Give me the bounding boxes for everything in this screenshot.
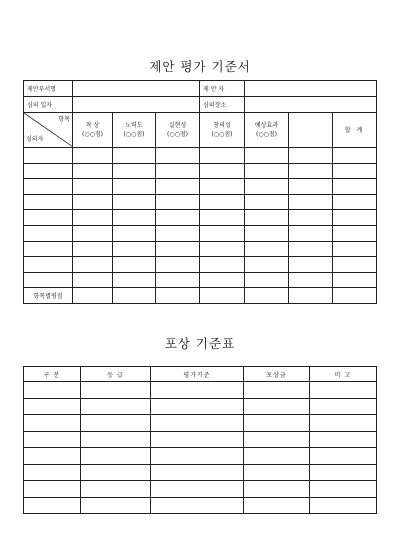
table-cell[interactable] <box>24 179 73 195</box>
table-row <box>24 148 377 164</box>
table-row <box>24 194 377 210</box>
table-cell[interactable] <box>244 398 310 415</box>
criterion-header: 창의성 (○○점) <box>200 113 245 148</box>
table-cell[interactable] <box>113 179 156 195</box>
table-cell[interactable] <box>24 464 81 481</box>
table-cell[interactable] <box>73 225 113 241</box>
table-row <box>24 241 377 257</box>
table-cell[interactable] <box>151 481 244 498</box>
table-cell[interactable] <box>333 210 377 226</box>
table-row <box>24 257 377 273</box>
table-cell[interactable] <box>310 398 377 415</box>
table-row <box>24 448 377 465</box>
table-cell[interactable] <box>113 288 156 304</box>
table-cell[interactable] <box>310 464 377 481</box>
table-cell[interactable] <box>24 148 73 164</box>
table-cell[interactable] <box>156 225 200 241</box>
table-cell[interactable] <box>81 398 151 415</box>
table-cell[interactable] <box>200 288 245 304</box>
header-grade: 등 급 <box>81 367 151 382</box>
table-cell[interactable] <box>24 241 73 257</box>
table-cell[interactable] <box>113 225 156 241</box>
table-cell[interactable] <box>289 241 333 257</box>
table-cell[interactable] <box>244 431 310 448</box>
table-cell[interactable] <box>24 497 81 514</box>
table-cell[interactable] <box>245 163 289 179</box>
table-cell[interactable] <box>244 497 310 514</box>
proposer-value[interactable] <box>245 81 377 97</box>
table-cell[interactable] <box>244 448 310 465</box>
table-cell[interactable] <box>113 210 156 226</box>
evaluation-table <box>23 80 377 304</box>
table-cell[interactable] <box>245 288 289 304</box>
header-criteria: 평가기준 <box>151 367 244 382</box>
diagonal-header-cell <box>24 113 73 148</box>
table-cell[interactable] <box>24 163 73 179</box>
table-row <box>24 415 377 432</box>
table-cell[interactable] <box>156 194 200 210</box>
blank-header <box>289 113 333 148</box>
table-cell[interactable] <box>333 257 377 273</box>
table-row <box>24 272 377 288</box>
table-cell[interactable] <box>156 257 200 273</box>
table-cell[interactable] <box>81 497 151 514</box>
table-cell[interactable] <box>81 431 151 448</box>
table-cell[interactable] <box>24 257 73 273</box>
table-cell[interactable] <box>151 382 244 399</box>
table-cell[interactable] <box>24 481 81 498</box>
table-cell[interactable] <box>113 194 156 210</box>
table-cell[interactable] <box>81 448 151 465</box>
table-cell[interactable] <box>156 179 200 195</box>
table-cell[interactable] <box>151 464 244 481</box>
table-cell[interactable] <box>333 241 377 257</box>
table-cell[interactable] <box>156 148 200 164</box>
dept-name-value[interactable] <box>73 81 200 97</box>
table-cell[interactable] <box>156 272 200 288</box>
table-cell[interactable] <box>245 148 289 164</box>
header-category: 구 분 <box>24 367 81 382</box>
criterion-header: 노력도 (○○점) <box>113 113 156 148</box>
table-cell[interactable] <box>156 288 200 304</box>
table-cell[interactable] <box>310 431 377 448</box>
table-cell[interactable] <box>333 288 377 304</box>
table-cell[interactable] <box>245 179 289 195</box>
total-header: 합 계 <box>333 113 377 148</box>
table-cell[interactable] <box>24 210 73 226</box>
review-date-value[interactable] <box>73 97 200 113</box>
table-cell[interactable] <box>24 398 81 415</box>
table-cell[interactable] <box>73 272 113 288</box>
table-cell[interactable] <box>244 481 310 498</box>
table-cell[interactable] <box>200 148 245 164</box>
table-cell[interactable] <box>24 225 73 241</box>
table-cell[interactable] <box>244 464 310 481</box>
table-cell[interactable] <box>151 398 244 415</box>
table-cell[interactable] <box>200 163 245 179</box>
criterion-header: 착 상 (○○점) <box>73 113 113 148</box>
table-cell[interactable] <box>244 382 310 399</box>
table-cell[interactable] <box>333 179 377 195</box>
table-cell[interactable] <box>73 288 113 304</box>
table-row <box>24 398 377 415</box>
table-cell[interactable] <box>113 272 156 288</box>
table-cell[interactable] <box>289 163 333 179</box>
header-remarks: 비 고 <box>310 367 377 382</box>
item-score-label: 항목별평점 <box>24 288 73 304</box>
table-cell[interactable] <box>200 210 245 226</box>
table-cell[interactable] <box>333 163 377 179</box>
table-row <box>24 225 377 241</box>
table-cell[interactable] <box>151 415 244 432</box>
table-cell[interactable] <box>81 415 151 432</box>
table-cell[interactable] <box>289 257 333 273</box>
table-cell[interactable] <box>333 225 377 241</box>
table-cell[interactable] <box>156 210 200 226</box>
table-cell[interactable] <box>113 241 156 257</box>
table-cell[interactable] <box>289 210 333 226</box>
table-row <box>24 464 377 481</box>
table-row <box>24 179 377 195</box>
table-row <box>24 431 377 448</box>
table-cell[interactable] <box>24 415 81 432</box>
review-place-label: 심의장소 <box>200 97 245 113</box>
table-cell[interactable] <box>200 272 245 288</box>
table-row <box>24 163 377 179</box>
table-cell[interactable] <box>73 241 113 257</box>
table-cell[interactable] <box>200 225 245 241</box>
table-cell[interactable] <box>81 464 151 481</box>
table-cell[interactable] <box>200 257 245 273</box>
table-cell[interactable] <box>310 382 377 399</box>
table-cell[interactable] <box>289 148 333 164</box>
table-cell[interactable] <box>200 194 245 210</box>
table-cell[interactable] <box>151 431 244 448</box>
table-cell[interactable] <box>24 382 81 399</box>
table-cell[interactable] <box>81 481 151 498</box>
table-cell[interactable] <box>200 241 245 257</box>
criterion-header: 실현성 (○○점) <box>156 113 200 148</box>
table-cell[interactable] <box>73 194 113 210</box>
table-cell[interactable] <box>73 163 113 179</box>
table-cell[interactable] <box>24 431 81 448</box>
table-cell[interactable] <box>113 163 156 179</box>
table-cell[interactable] <box>245 257 289 273</box>
table-cell[interactable] <box>73 148 113 164</box>
table-cell[interactable] <box>151 448 244 465</box>
dept-name-label: 제안부서명 <box>24 81 73 97</box>
table-cell[interactable] <box>333 148 377 164</box>
table-cell[interactable] <box>156 241 200 257</box>
table-cell[interactable] <box>24 272 73 288</box>
proposer-label: 제 안 자 <box>200 81 245 97</box>
award-title: 포상 기준표 <box>164 336 236 351</box>
table-cell[interactable] <box>289 225 333 241</box>
award-table <box>23 366 377 514</box>
table-cell[interactable] <box>289 179 333 195</box>
table-cell[interactable] <box>289 272 333 288</box>
table-cell[interactable] <box>333 272 377 288</box>
table-cell[interactable] <box>310 497 377 514</box>
table-row <box>24 210 377 226</box>
table-cell[interactable] <box>113 148 156 164</box>
table-row <box>24 382 377 399</box>
table-row <box>24 481 377 498</box>
table-cell[interactable] <box>245 194 289 210</box>
reviewer-label: 심의자 <box>26 136 44 143</box>
table-cell[interactable] <box>310 415 377 432</box>
document-title: 제안 평가 기준서 <box>149 59 251 74</box>
table-cell[interactable] <box>200 179 245 195</box>
table-cell[interactable] <box>310 448 377 465</box>
table-cell[interactable] <box>73 179 113 195</box>
header-prize: 포상금 <box>244 367 310 382</box>
table-cell[interactable] <box>73 257 113 273</box>
criterion-header: 예상효과 (○○점) <box>245 113 289 148</box>
table-cell[interactable] <box>310 481 377 498</box>
table-cell[interactable] <box>151 497 244 514</box>
table-cell[interactable] <box>245 225 289 241</box>
table-cell[interactable] <box>333 194 377 210</box>
table-cell[interactable] <box>245 210 289 226</box>
table-cell[interactable] <box>245 272 289 288</box>
table-cell[interactable] <box>24 194 73 210</box>
table-cell[interactable] <box>245 241 289 257</box>
table-cell[interactable] <box>113 257 156 273</box>
table-cell[interactable] <box>289 288 333 304</box>
table-cell[interactable] <box>244 415 310 432</box>
table-cell[interactable] <box>24 448 81 465</box>
item-label: 항목 <box>58 116 70 123</box>
table-row <box>24 497 377 514</box>
table-cell[interactable] <box>156 163 200 179</box>
review-date-label: 심의 일자 <box>24 97 73 113</box>
table-cell[interactable] <box>81 382 151 399</box>
table-cell[interactable] <box>73 210 113 226</box>
table-cell[interactable] <box>289 194 333 210</box>
review-place-value[interactable] <box>245 97 377 113</box>
